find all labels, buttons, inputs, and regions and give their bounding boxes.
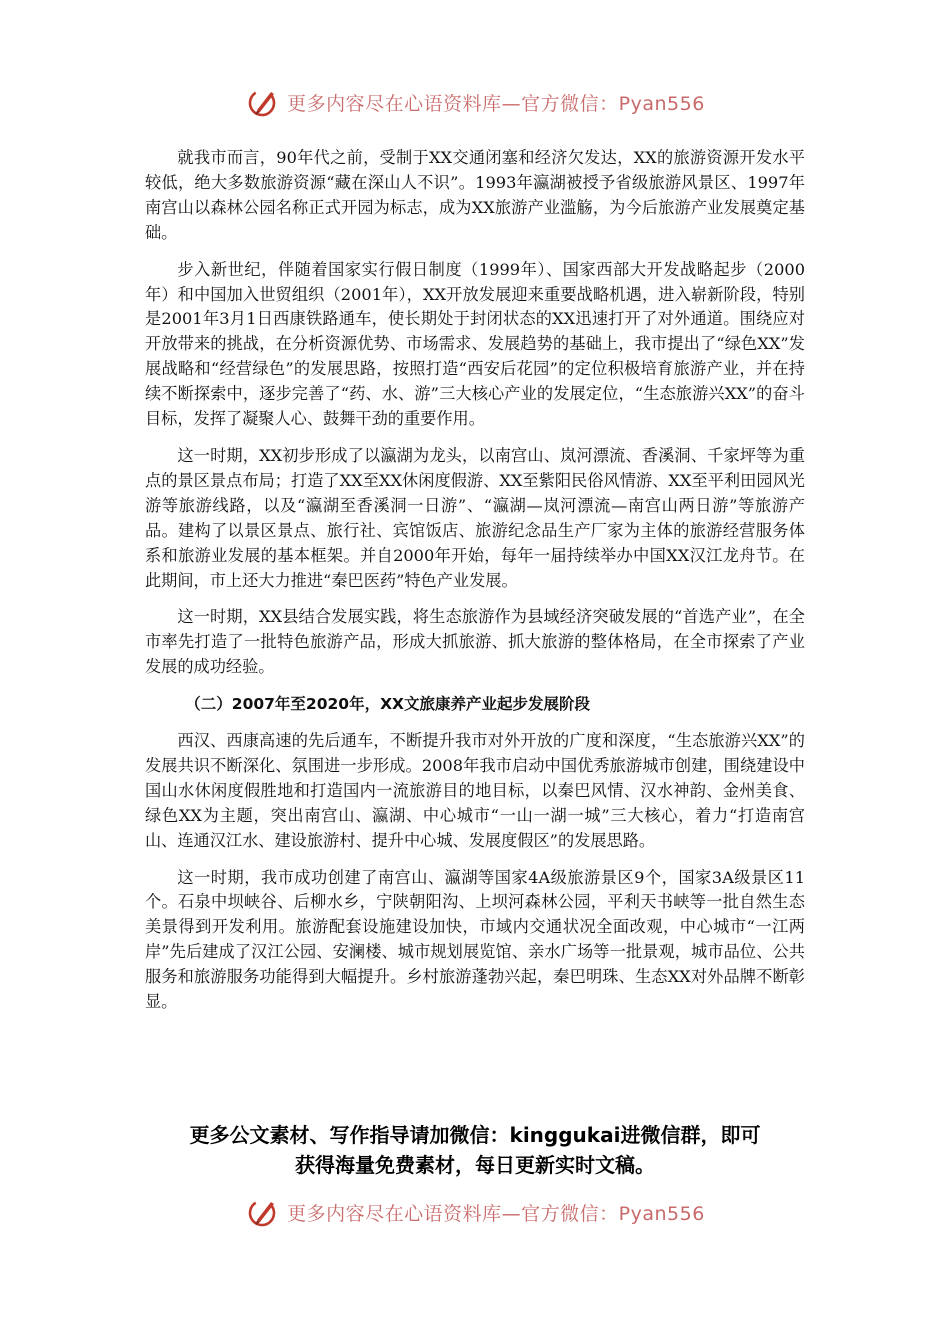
header-watermark-banner [0, 80, 950, 124]
paragraph-4: 这一时期，XX县结合发展实践，将生态旅游作为县域经济突破发展的“首选产业”，在全市率先打造了一批特色旅游产品，形成大抓旅游、抓大旅游的整体格局，在全市探索了产业发展的成功经验。 [145, 607, 805, 677]
paragraph-1: 就我市而言，90年代之前，受制于XX交通闭塞和经济欠发达，XX的旅游资源开发水平较低，绝大多数旅游资源“藏在深山人不识”。1993年瀛湖被授予省级旅游风景区、1997年南宫山以森林公园名称正式开园为标志，成为XX旅游产业滥觞，为今后旅游产业发展奠定基础。 [145, 148, 805, 242]
section-heading: （二）2007年至2020年，XX文旅康养产业起步发展阶段 [185, 695, 590, 714]
footer-banner-text: 更多内容尽在心语资料库—官方微信：Pyan556 [287, 1202, 705, 1225]
promo-line-1: 更多公文素材、写作指导请加微信：kinggukai进微信群，即可 [189, 1123, 761, 1147]
paragraph-2: 步入新世纪，伴随着国家实行假日制度（1999年）、国家西部大开发战略起步（2000年）和中国加入世贸组织（2001年），XX开放发展迎来重要战略机遇，进入崭新阶段，特别是2001年3月1日西康铁路通车，使长期处于封闭状态的XX迅速打开了对外通道。围绕应对开放带来的挑战，在分析资源优势、市场需求、发展趋势的基础上，我市提出了“绿色XX”发展战略和“经营绿色”的发展思路，按照打造“西安后花园”的定位积极培育旅游产业，并在持续不断探索中，逐步完善了“药、水、游”三大核心产业的发展定位，“生态旅游兴XX”的奋斗目标，发挥了凝聚人心、鼓舞干劲的重要作用。 [145, 259, 805, 429]
promo-line-2: 获得海量免费素材，每日更新实时文稿。 [295, 1153, 655, 1177]
footer-watermark-banner [0, 1190, 950, 1234]
paragraph-6: 这一时期，我市成功创建了南宫山、瀛湖等国家4A级旅游景区9个，国家3A级景区11个。石泉中坝峡谷、后柳水乡，宁陕朝阳沟、上坝河森林公园，平利天书峡等一批自然生态美景得到开发利用。旅游配套设施建设加快，市域内交通状况全面改观，中心城市“一江两岸”先后建成了汉江公园、安澜楼、城市规划展览馆、亲水广场等一批景观，城市品位、公共服务和旅游服务功能得到大幅提升。乡村旅游蓬勃兴起，秦巴明珠、生态XX对外品牌不断彰显。 [145, 867, 805, 1012]
document-body [145, 146, 805, 1027]
promo-notice [100, 1120, 850, 1180]
brush-logo-icon [245, 84, 281, 120]
paragraph-3: 这一时期，XX初步形成了以瀛湖为龙头，以南宫山、岚河漂流、香溪洞、千家坪等为重点的景区景点布局；打造了XX至XX休闲度假游、XX至紫阳民俗风情游、XX至平利田园风光游等旅游线路，以及“瀛湖至香溪洞一日游”、“瀛湖—岚河漂流—南宫山两日游”等旅游产品。建构了以景区景点、旅行社、宾馆饭店、旅游纪念品生产厂家为主体的旅游经营服务体系和旅游业发展的基本框架。并自2000年开始，每年一届持续举办中国XX汉江龙舟节。在此期间，市上还大力推进“秦巴医药”特色产业发展。 [145, 445, 805, 590]
brush-logo-icon [245, 1194, 281, 1230]
header-banner-text: 更多内容尽在心语资料库—官方微信：Pyan556 [287, 92, 705, 115]
paragraph-5: 西汉、西康高速的先后通车，不断提升我市对外开放的广度和深度，“生态旅游兴XX”的发展共识不断深化、氛围进一步形成。2008年我市启动中国优秀旅游城市创建，围绕建设中国山水休闲度假胜地和打造国内一流旅游目的地目标，以秦巴风情、汉水神韵、金州美食、绿色XX为主题，突出南宫山、瀛湖、中心城市“一山一湖一城”三大核心，着力“打造南宫山、连通汉江水、建设旅游村、提升中心城、发展度假区”的发展思路。 [145, 731, 805, 850]
